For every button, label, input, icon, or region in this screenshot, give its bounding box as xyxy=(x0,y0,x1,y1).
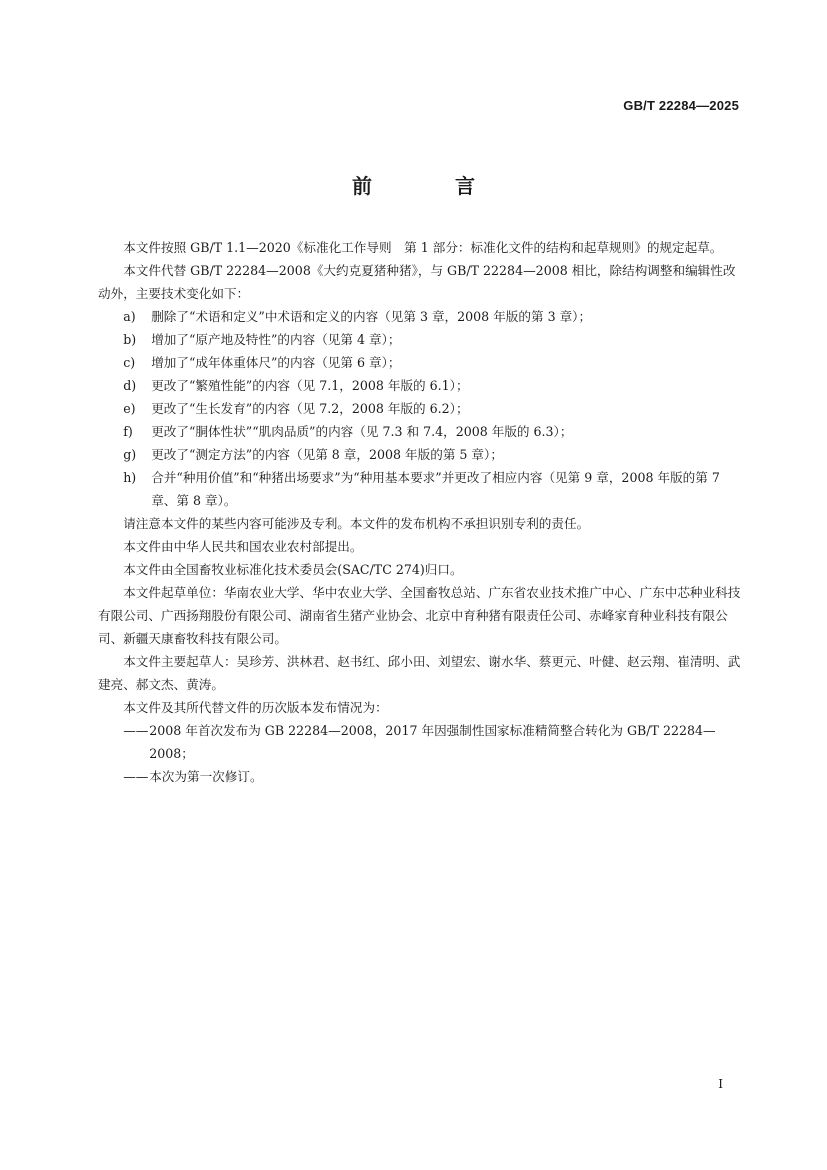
list-item xyxy=(98,374,742,397)
list-item xyxy=(98,466,742,512)
list-item-label: d) xyxy=(123,378,137,393)
list-item-label: b) xyxy=(123,332,137,347)
paragraph-history-intro: 本文件及其所代替文件的历次版本发布情况为： xyxy=(123,700,388,715)
history-item xyxy=(98,719,742,765)
standard-code: GB/T 22284—2025 xyxy=(623,98,739,113)
list-item xyxy=(98,420,742,443)
list-item xyxy=(98,305,742,328)
paragraph-replacement: 本文件代替 GB/T 22284—2008《大约克夏猪种猪》，与 GB/T 22284—2008 相比，除结构调整和编辑性改动外，主要技术变化如下： xyxy=(98,263,736,301)
list-item-label: e) xyxy=(123,401,136,416)
paragraph-drafting-units: 本文件起草单位：华南农业大学、华中农业大学、全国畜牧总站、广东省农业技术推广中心、广东中芯种业科技有限公司、广西扬翔股份有限公司、湖南省生猪产业协会、北京中育种猪有限责任公司、赤峰家育种业科技有限公司、新疆天康畜牧科技有限公司。 xyxy=(98,585,741,646)
list-item-text: 更改了“测定方法”的内容（见第 8 章，2008 年版的第 5 章）； xyxy=(151,447,503,462)
list-item-label: a) xyxy=(123,309,136,324)
page-title: 前 言 xyxy=(352,174,513,198)
paragraph-proposer: 本文件由中华人民共和国农业农村部提出。 xyxy=(123,539,363,554)
list-item-label: h) xyxy=(123,470,137,485)
list-item xyxy=(98,328,742,351)
list-item-text: 删除了“术语和定义”中术语和定义的内容（见第 3 章，2008 年版的第 3 章）； xyxy=(151,309,592,324)
paragraph-drafters: 本文件主要起草人：吴珍芳、洪林君、赵书红、邱小田、刘望宏、谢水华、蔡更元、叶健、赵云翔、崔清明、武建亮、郝文杰、黄涛。 xyxy=(98,654,741,692)
list-item xyxy=(98,351,742,374)
list-item-text: 增加了“成年体重体尺”的内容（见第 6 章）； xyxy=(151,355,401,370)
list-item-label: c) xyxy=(123,355,136,370)
list-item-text: 更改了“生长发育”的内容（见 7.2，2008 年版的 6.2）； xyxy=(151,401,469,416)
page-number: I xyxy=(718,1077,723,1091)
list-item-text: 更改了“繁殖性能”的内容（见 7.1，2008 年版的 6.1）； xyxy=(151,378,469,393)
dash-mark: —— xyxy=(123,723,149,738)
list-item-text: 增加了“原产地及特性”的内容（见第 4 章）； xyxy=(151,332,401,347)
list-item-text: 合并“种用价值”和“种猪出场要求”为“种用基本要求”并更改了相应内容（见第 9 章，2008 年版的第 7 章、第 8 章）。 xyxy=(151,470,720,508)
history-item-text: 本次为第一次修订。 xyxy=(149,769,263,784)
list-item-label: g) xyxy=(123,447,137,462)
list-item-label: f) xyxy=(123,424,133,439)
paragraph-drafting-rules: 本文件按照 GB/T 1.1—2020《标准化工作导则 第 1 部分：标准化文件的结构和起草规则》的规定起草。 xyxy=(123,240,723,255)
dash-mark: —— xyxy=(123,769,149,784)
history-item xyxy=(98,765,742,788)
list-item xyxy=(98,397,742,420)
paragraph-patent-notice: 请注意本文件的某些内容可能涉及专利。本文件的发布机构不承担识别专利的责任。 xyxy=(123,516,590,531)
foreword-body xyxy=(98,236,742,788)
list-item xyxy=(98,443,742,466)
list-item-text: 更改了“胴体性状”“肌肉品质”的内容（见 7.3 和 7.4，2008 年版的 6.3）； xyxy=(151,424,573,439)
history-item-text: 2008 年首次发布为 GB 22284—2008，2017 年因强制性国家标准精简整合转化为 GB/T 22284—2008； xyxy=(149,723,716,761)
paragraph-committee: 本文件由全国畜牧业标准化技术委员会(SAC/TC 274)归口。 xyxy=(123,562,463,577)
